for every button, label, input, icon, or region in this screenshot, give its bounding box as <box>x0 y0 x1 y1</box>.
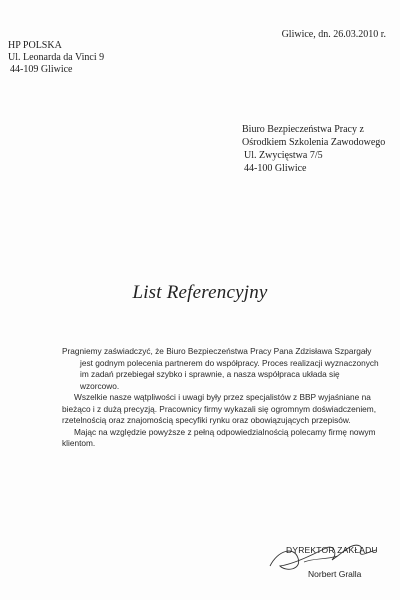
sender-company: HP POLSKA <box>8 40 62 51</box>
signature-name: Norbert Gralla <box>308 569 362 579</box>
signature-title: DYREKTOR ZAKŁADU <box>286 545 378 555</box>
recipient-line-4: 44-100 Gliwice <box>244 163 307 174</box>
recipient-line-3: Ul. Zwycięstwa 7/5 <box>244 150 323 161</box>
letter-date: Gliwice, dn. 26.03.2010 r. <box>281 29 386 40</box>
recipient-line-1: Biuro Bezpieczeństwa Pracy z <box>242 124 364 135</box>
letter-body <box>62 346 380 450</box>
body-paragraph-1: Pragniemy zaświadczyć, że Biuro Bezpieczeństwa Pracy Pana Zdzisława Szpargały jest godnym polecenia partnerem do współpracy. Proces realizacji wyznaczonych im zadań przebiegał szybko i sprawnie, a nasza współpraca układa się wzorcowo. <box>62 346 379 391</box>
sender-city: 44-109 Gliwice <box>10 64 73 75</box>
signature-block <box>264 544 384 594</box>
recipient-line-2: Ośrodkiem Szkolenia Zawodowego <box>242 137 386 148</box>
body-paragraph-2: Wszelkie nasze wątpliwości i uwagi były przez specjalistów z BBP wyjaśniane na bieżąco i z dużą precyzją. Pracownicy firmy wykazali się ogromnym doświadczeniem, rzetelnością oraz znajomością specyfiki rynku oraz obowiązujących przepisów. <box>62 392 377 425</box>
sender-street: Ul. Leonarda da Vinci 9 <box>8 52 105 63</box>
letter-title: List Referencyjny <box>132 282 268 303</box>
body-paragraph-3: Mając na względzie powyższe z pełną odpowiedzialnością polecamy firmę nowym klientom. <box>62 426 376 448</box>
recipient-address <box>242 123 385 175</box>
sender-address <box>8 40 104 76</box>
